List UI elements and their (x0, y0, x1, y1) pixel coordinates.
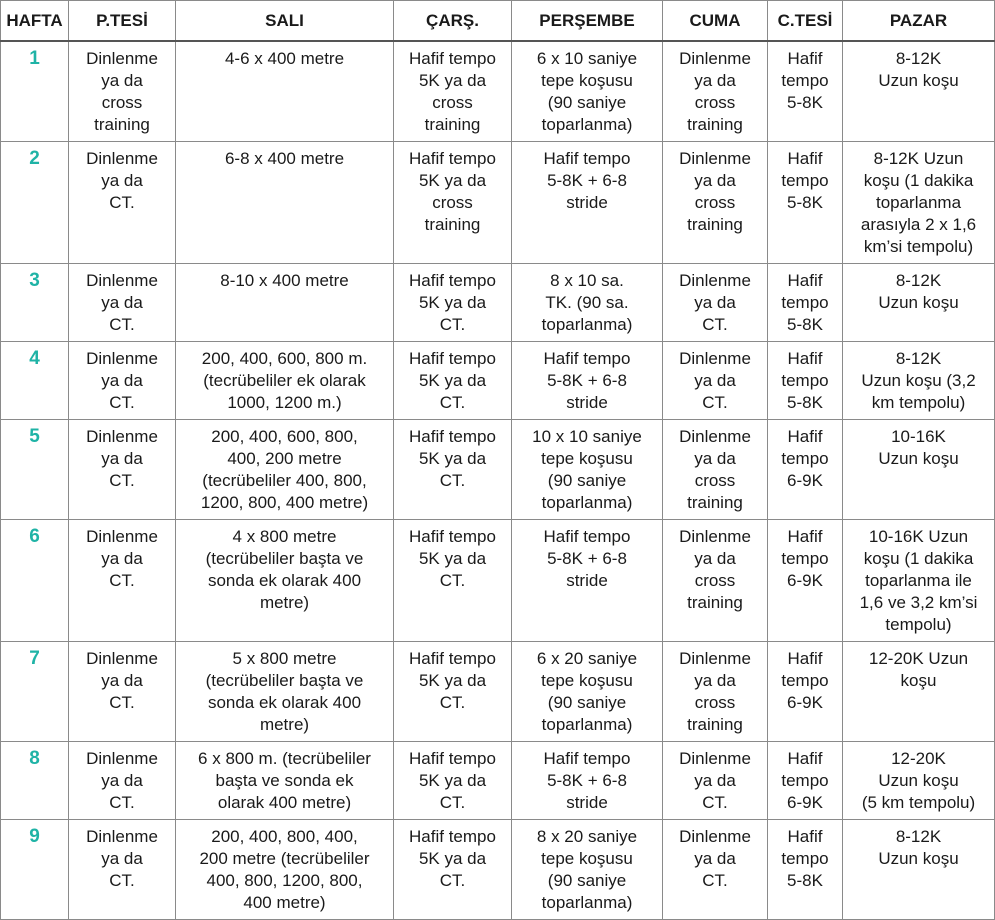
week-number: 6 (1, 519, 69, 641)
cell-monday (69, 419, 176, 519)
header-row (1, 1, 995, 42)
week-number: 3 (1, 263, 69, 341)
cell-line: metre) (259, 714, 310, 734)
cell-line: CT. (702, 314, 728, 334)
cell-line: ya da (101, 71, 143, 90)
cell-line: ya da (101, 848, 143, 868)
cell-line: Hafif tempo (543, 148, 631, 168)
cell-sunday (843, 519, 995, 641)
cell-line: 200, 400, 800, 400, (211, 826, 358, 846)
cell-line: 5K ya da (418, 548, 487, 568)
cell-saturday (768, 41, 843, 141)
cell-sunday (843, 341, 995, 419)
week-number: 7 (1, 641, 69, 741)
cell-line: toparlanma) (541, 892, 633, 912)
cell-sunday (843, 263, 995, 341)
cell-line: CT. (702, 870, 728, 890)
cell-line: CT. (109, 792, 135, 812)
cell-line: Uzun koşu (3,2 (861, 370, 976, 390)
cell-sunday (843, 419, 995, 519)
cell-line: 8-12K (895, 826, 942, 846)
cell-line: cross (694, 192, 736, 212)
cell-line: Hafif tempo (409, 748, 496, 768)
cell-line: 8-12K (895, 348, 942, 368)
cell-sunday (843, 741, 995, 819)
cell-line: CT. (109, 870, 135, 890)
cell-line: Hafif (787, 49, 823, 68)
cell-line: Dinlenme (86, 526, 158, 546)
cell-line: 4-6 x 400 metre (224, 49, 345, 68)
cell-thursday (512, 641, 663, 741)
cell-line: 8 x 10 sa. (550, 270, 624, 290)
cell-line: 6 x 800 m. (tecrübeliler (198, 748, 371, 768)
cell-line: Dinlenme (679, 748, 751, 768)
cell-line: Uzun koşu (878, 448, 959, 468)
cell-line: başta ve sonda ek (215, 770, 354, 790)
cell-line: training (424, 115, 481, 134)
header-sunday: PAZAR (843, 1, 995, 42)
cell-line: Dinlenme (86, 648, 158, 668)
cell-line: Hafif tempo (409, 426, 496, 446)
cell-line: ya da (694, 448, 736, 468)
cell-line: 5K ya da (418, 292, 487, 312)
table-row (1, 341, 995, 419)
table-header (1, 1, 995, 42)
cell-saturday (768, 741, 843, 819)
cell-monday (69, 519, 176, 641)
cell-line: 12-20K (891, 748, 946, 768)
cell-line: CT. (439, 570, 466, 590)
cell-line: Hafif (787, 148, 823, 168)
cell-line: (90 saniye (547, 470, 627, 490)
cell-line: 1200, 800, 400 metre) (200, 492, 369, 512)
cell-line: CT. (109, 570, 135, 590)
cell-line: 5K ya da (418, 670, 487, 690)
cell-line: CT. (702, 792, 728, 812)
header-wednesday: ÇARŞ. (394, 1, 512, 42)
cell-line: (90 saniye (547, 692, 627, 712)
cell-line: cross (432, 93, 473, 112)
cell-line: CT. (439, 314, 466, 334)
cell-line: ya da (694, 848, 736, 868)
cell-line: 5-8K + 6-8 (547, 548, 627, 568)
cell-line: 1000, 1200 m.) (227, 392, 342, 412)
cell-line: arasıyla 2 x 1,6 (860, 214, 977, 234)
cell-wednesday (394, 641, 512, 741)
cell-line: 8-12K (895, 270, 942, 290)
cell-line: 5-8K (787, 392, 823, 412)
cell-wednesday (394, 519, 512, 641)
cell-friday (663, 519, 768, 641)
cell-thursday (512, 741, 663, 819)
week-number: 9 (1, 819, 69, 919)
cell-line: 200, 400, 600, 800 m. (201, 348, 368, 368)
cell-monday (69, 41, 176, 141)
cell-line: olarak 400 metre) (217, 792, 352, 812)
cell-line: cross (694, 570, 736, 590)
cell-wednesday (394, 419, 512, 519)
cell-line: toparlanma ile (865, 570, 972, 590)
cell-line: koşu (900, 670, 937, 690)
cell-line: 6-9K (787, 692, 823, 712)
table-row (1, 41, 995, 141)
cell-line: 5-8K + 6-8 (547, 770, 627, 790)
cell-line: 8-10 x 400 metre (220, 270, 349, 290)
cell-line: Hafif (787, 270, 823, 290)
cell-friday (663, 819, 768, 919)
cell-monday (69, 641, 176, 741)
cell-line: Uzun koşu (878, 292, 959, 312)
cell-line: sonda ek olarak 400 (207, 570, 362, 590)
cell-friday (663, 41, 768, 141)
cell-line: (tecrübeliler ek olarak (203, 370, 366, 390)
cell-line: 5K ya da (418, 770, 487, 790)
cell-line: Dinlenme (86, 148, 158, 168)
cell-line: cross (694, 93, 736, 112)
cell-line: tempo (781, 170, 829, 190)
cell-tuesday (176, 741, 394, 819)
header-monday: P.TESİ (69, 1, 176, 42)
cell-line: stride (566, 192, 608, 212)
cell-line: toparlanma) (541, 714, 633, 734)
cell-line: ya da (694, 670, 736, 690)
cell-line: Hafif tempo (543, 526, 631, 546)
cell-line: Dinlenme (86, 348, 158, 368)
cell-line: 5K ya da (418, 848, 487, 868)
cell-line: Hafif (787, 526, 823, 546)
cell-line: 5-8K + 6-8 (547, 370, 627, 390)
cell-friday (663, 641, 768, 741)
table-row (1, 419, 995, 519)
cell-line: 6-9K (787, 792, 823, 812)
cell-line: (90 saniye (547, 93, 627, 112)
cell-line: 8-12K Uzun (873, 148, 964, 168)
cell-line: 10-16K Uzun (868, 526, 969, 546)
cell-friday (663, 341, 768, 419)
cell-wednesday (394, 41, 512, 141)
cell-line: ya da (101, 370, 143, 390)
cell-wednesday (394, 741, 512, 819)
cell-friday (663, 141, 768, 263)
cell-thursday (512, 141, 663, 263)
cell-line: CT. (439, 692, 466, 712)
cell-line: Hafif (787, 748, 823, 768)
cell-line: cross (694, 692, 736, 712)
cell-line: stride (566, 570, 608, 590)
cell-saturday (768, 263, 843, 341)
cell-line: Uzun koşu (878, 770, 959, 790)
cell-line: cross (432, 192, 473, 212)
week-number: 8 (1, 741, 69, 819)
cell-line: Hafif (787, 648, 823, 668)
cell-line: training (687, 492, 743, 512)
cell-line: CT. (109, 314, 135, 334)
cell-saturday (768, 419, 843, 519)
cell-line: metre) (259, 592, 310, 612)
cell-line: (5 km tempolu) (861, 792, 976, 812)
cell-line: km tempolu) (871, 392, 966, 412)
cell-saturday (768, 141, 843, 263)
cell-line: 5K ya da (418, 448, 487, 468)
cell-line: ya da (101, 448, 143, 468)
cell-line: Dinlenme (679, 648, 751, 668)
cell-saturday (768, 641, 843, 741)
cell-line: 6 x 10 saniye (536, 49, 638, 68)
cell-line: stride (566, 792, 608, 812)
week-number: 1 (1, 41, 69, 141)
cell-line: CT. (439, 470, 466, 490)
cell-wednesday (394, 263, 512, 341)
cell-line: training (94, 115, 150, 134)
cell-line: Dinlenme (679, 826, 751, 846)
header-tuesday: SALI (176, 1, 394, 42)
cell-line: ya da (101, 292, 143, 312)
cell-line: ya da (694, 548, 736, 568)
cell-sunday (843, 141, 995, 263)
cell-line: training (687, 115, 743, 134)
cell-wednesday (394, 341, 512, 419)
cell-line: 1,6 ve 3,2 km’si (859, 592, 978, 612)
cell-line: toparlanma) (541, 314, 633, 334)
cell-line: Dinlenme (679, 270, 751, 290)
cell-line: training (687, 214, 743, 234)
cell-line: tempolu) (885, 614, 952, 634)
cell-line: Hafif tempo (543, 348, 631, 368)
cell-line: ya da (694, 170, 736, 190)
cell-monday (69, 819, 176, 919)
cell-monday (69, 341, 176, 419)
cell-line: (tecrübeliler başta ve (205, 548, 364, 568)
cell-line: CT. (109, 192, 135, 212)
table-row (1, 141, 995, 263)
cell-saturday (768, 819, 843, 919)
cell-sunday (843, 41, 995, 141)
cell-line: 6-9K (787, 470, 823, 490)
cell-line: 10-16K (891, 426, 946, 446)
cell-line: Hafif tempo (409, 648, 496, 668)
cell-line: CT. (439, 392, 466, 412)
cell-line: Hafif tempo (409, 49, 496, 68)
cell-sunday (843, 819, 995, 919)
cell-thursday (512, 341, 663, 419)
cell-tuesday (176, 641, 394, 741)
cell-tuesday (176, 819, 394, 919)
cell-line: ya da (101, 770, 143, 790)
cell-line: sonda ek olarak 400 (207, 692, 362, 712)
cell-line: training (687, 592, 743, 612)
cell-line: toparlanma (875, 192, 962, 212)
cell-line: 200 metre (tecrübeliler (199, 848, 370, 868)
cell-line: Uzun koşu (878, 71, 959, 90)
cell-line: tempo (781, 292, 829, 312)
cell-sunday (843, 641, 995, 741)
cell-thursday (512, 263, 663, 341)
table-row (1, 641, 995, 741)
cell-line: training (687, 714, 743, 734)
cell-line: toparlanma) (541, 492, 633, 512)
cell-line: 5-8K (787, 314, 823, 334)
cell-line: 5-8K (787, 93, 823, 112)
cell-tuesday (176, 141, 394, 263)
cell-wednesday (394, 819, 512, 919)
cell-line: Dinlenme (679, 348, 751, 368)
cell-line: koşu (1 dakika (863, 170, 974, 190)
cell-line: cross (101, 93, 143, 112)
cell-tuesday (176, 519, 394, 641)
week-number: 5 (1, 419, 69, 519)
cell-line: 5K ya da (418, 170, 487, 190)
cell-line: Hafif tempo (409, 270, 496, 290)
table-row (1, 819, 995, 919)
cell-line: ya da (694, 370, 736, 390)
cell-line: tepe koşusu (541, 670, 633, 690)
cell-line: 6 x 20 saniye (536, 648, 638, 668)
cell-friday (663, 419, 768, 519)
cell-line: Hafif (787, 426, 823, 446)
cell-tuesday (176, 341, 394, 419)
cell-tuesday (176, 419, 394, 519)
cell-line: Dinlenme (679, 148, 751, 168)
cell-line: 4 x 800 metre (232, 526, 337, 546)
cell-line: Hafif (787, 348, 823, 368)
cell-line: tempo (781, 548, 829, 568)
cell-line: Hafif tempo (543, 748, 631, 768)
header-friday: CUMA (663, 1, 768, 42)
cell-line: CT. (439, 792, 466, 812)
cell-line: tempo (781, 848, 829, 868)
cell-line: 5-8K (787, 870, 823, 890)
cell-line: Uzun koşu (878, 848, 959, 868)
cell-line: 10 x 10 saniye (532, 426, 642, 446)
cell-line: Dinlenme (86, 49, 158, 68)
header-week: HAFTA (1, 1, 69, 42)
cell-line: Dinlenme (86, 426, 158, 446)
cell-line: (90 saniye (547, 870, 627, 890)
week-number: 2 (1, 141, 69, 263)
cell-thursday (512, 41, 663, 141)
cell-line: Dinlenme (679, 49, 751, 68)
cell-line: tepe koşusu (541, 71, 633, 90)
cell-line: tempo (781, 670, 829, 690)
cell-line: tepe koşusu (541, 448, 633, 468)
cell-line: cross (694, 470, 736, 490)
cell-monday (69, 263, 176, 341)
cell-monday (69, 741, 176, 819)
cell-line: tempo (781, 770, 829, 790)
cell-line: ya da (101, 670, 143, 690)
cell-line: training (424, 214, 481, 234)
cell-line: 6-8 x 400 metre (224, 148, 345, 168)
cell-line: 8 x 20 saniye (536, 826, 638, 846)
cell-line: tempo (781, 71, 829, 90)
cell-line: 5-8K + 6-8 (547, 170, 627, 190)
cell-line: Hafif tempo (409, 826, 496, 846)
cell-line: CT. (702, 392, 728, 412)
cell-line: Dinlenme (86, 826, 158, 846)
cell-line: CT. (109, 692, 135, 712)
cell-line: Hafif tempo (409, 526, 496, 546)
cell-line: 12-20K Uzun (868, 648, 969, 668)
cell-line: ya da (694, 71, 736, 90)
cell-line: Dinlenme (86, 748, 158, 768)
cell-line: 5K ya da (418, 370, 487, 390)
cell-friday (663, 263, 768, 341)
cell-line: Dinlenme (86, 270, 158, 290)
table-row (1, 741, 995, 819)
table-row (1, 519, 995, 641)
cell-line: 400, 200 metre (227, 448, 342, 468)
table-row (1, 263, 995, 341)
cell-line: Dinlenme (679, 426, 751, 446)
cell-line: Dinlenme (679, 526, 751, 546)
cell-line: 400, 800, 1200, 800, (206, 870, 363, 890)
cell-monday (69, 141, 176, 263)
header-saturday: C.TESİ (768, 1, 843, 42)
cell-tuesday (176, 263, 394, 341)
cell-line: CT. (109, 392, 135, 412)
cell-thursday (512, 419, 663, 519)
cell-line: 5K ya da (418, 71, 487, 90)
cell-line: (tecrübeliler 400, 800, (202, 470, 367, 490)
cell-friday (663, 741, 768, 819)
cell-line: ya da (694, 292, 736, 312)
cell-line: tepe koşusu (541, 848, 633, 868)
cell-line: CT. (109, 470, 135, 490)
cell-line: 6-9K (787, 570, 823, 590)
cell-line: koşu (1 dakika (863, 548, 974, 568)
cell-line: ya da (694, 770, 736, 790)
cell-line: 200, 400, 600, 800, (211, 426, 358, 446)
cell-line: CT. (439, 870, 466, 890)
cell-line: TK. (90 sa. (545, 292, 629, 312)
cell-line: Hafif (787, 826, 823, 846)
cell-line: Hafif tempo (409, 148, 496, 168)
cell-wednesday (394, 141, 512, 263)
cell-line: ya da (101, 170, 143, 190)
cell-tuesday (176, 41, 394, 141)
cell-line: tempo (781, 448, 829, 468)
cell-line: Hafif tempo (409, 348, 496, 368)
cell-line: 5 x 800 metre (232, 648, 337, 668)
cell-line: toparlanma) (541, 115, 633, 134)
cell-line: 5-8K (787, 192, 823, 212)
week-number: 4 (1, 341, 69, 419)
cell-line: 400 metre) (243, 892, 326, 912)
cell-line: stride (566, 392, 608, 412)
cell-line: km’si tempolu) (863, 236, 974, 256)
cell-thursday (512, 819, 663, 919)
cell-line: (tecrübeliler başta ve (205, 670, 364, 690)
table-body (1, 41, 995, 919)
header-thursday: PERŞEMBE (512, 1, 663, 42)
cell-line: tempo (781, 370, 829, 390)
cell-line: ya da (101, 548, 143, 568)
cell-line: 8-12K (895, 49, 942, 68)
cell-saturday (768, 519, 843, 641)
cell-saturday (768, 341, 843, 419)
cell-thursday (512, 519, 663, 641)
